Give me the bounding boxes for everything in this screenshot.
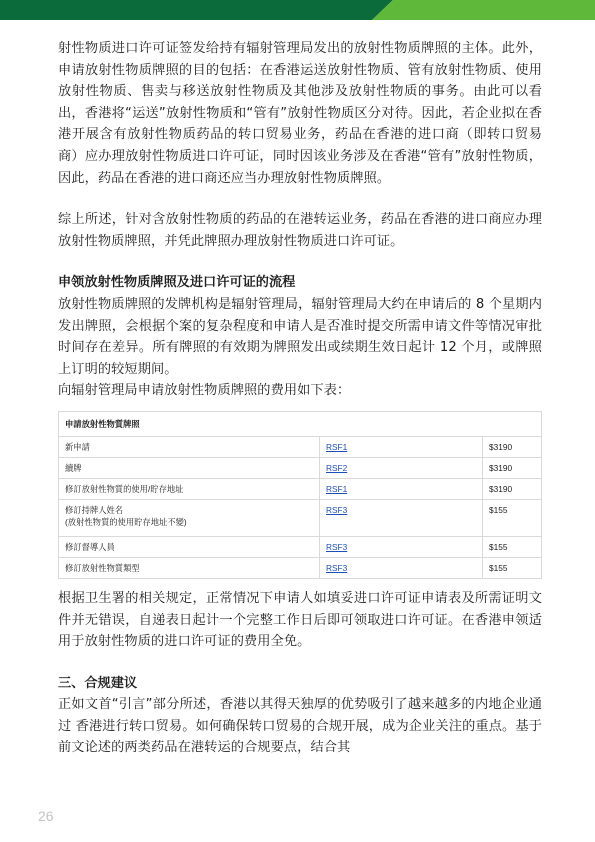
fee-table-header: 申請放射性物質牌照: [59, 411, 542, 436]
fee-table-header-row: [59, 411, 542, 436]
page-number: 26: [38, 808, 54, 824]
paragraph-1: 射性物质进口许可证签发给持有辐射管理局发出的放射性物质牌照的主体。此外，申请放射性物质牌照的目的包括：在香港运送放射性物质、管有放射性物质、使用放射性物质、售卖与移送放射性物质及其他涉及放射性物质的事务。由此可以看出，香港将“运送”放射性物质和“管有”放射性物质区分对待。因此，若企业拟在香港开展含有放射性物质药品的转口贸易业务，药品在香港的进口商（即转口贸易商）应办理放射性物质进口许可证，同时因该业务涉及在香港“管有”放射性物质，因此，药品在香港的进口商还应当办理放射性物质牌照。: [58, 41, 542, 186]
paragraph-4: 向辐射管理局申请放射性物质牌照的费用如下表：: [58, 383, 351, 399]
table-row: [59, 557, 542, 578]
table-row: [59, 536, 542, 557]
fee-form-link[interactable]: RSF3: [326, 541, 348, 552]
fee-form-link[interactable]: RSF2: [326, 462, 348, 473]
paragraph-6: 正如文首“引言”部分所述，香港以其得天独厚的优势吸引了越来越多的内地企业通过 香港进行转口贸易。如何确保转口贸易的合规开展，成为企业关注的重点。基于前文论述的两类药品在港转运的合规要点，结合其: [58, 697, 542, 756]
fee-item: 修訂放射性物質的使用/貯存地址: [59, 478, 320, 499]
fee-amount: $3190: [483, 436, 542, 457]
document-body: [58, 38, 542, 759]
table-row: [59, 478, 542, 499]
paragraph-5: 根据卫生署的相关规定，正常情况下申请人如填妥进口许可证申请表及所需证明文件并无错误，自递表日起计一个完整工作日后即可领取进口许可证。在香港申领适用于放射性物质的进口许可证的费用全免。: [58, 590, 542, 650]
fee-form-link[interactable]: RSF1: [326, 441, 348, 452]
fee-item: 修訂督導人員: [59, 536, 320, 557]
section-heading-process: 申领放射性物质牌照及进口许可证的流程: [58, 275, 296, 291]
header-band-light: [372, 0, 595, 20]
header-band-dark: [0, 0, 393, 20]
table-row: [59, 457, 542, 478]
fee-amount: $155: [483, 557, 542, 578]
fee-amount: $3190: [483, 457, 542, 478]
paragraph-2: 综上所述，针对含放射性物质的药品的在港转运业务，药品在香港的进口商应办理放射性物质牌照，并凭此牌照办理放射性物质进口许可证。: [58, 212, 542, 249]
section-heading-compliance: 三、合规建议: [58, 675, 138, 691]
fee-form-link[interactable]: RSF3: [326, 504, 348, 515]
fee-form-link[interactable]: RSF3: [326, 562, 348, 573]
fee-amount: $155: [483, 536, 542, 557]
fee-amount: $3190: [483, 478, 542, 499]
fee-table: [58, 411, 542, 579]
fee-item: 修訂持牌人姓名: [65, 504, 124, 515]
paragraph-3: 放射性物质牌照的发牌机构是辐射管理局，辐射管理局大约在申请后的 8 个星期内发出牌照，会根据个案的复杂程度和申请人是否准时提交所需申请文件等情况审批时间存在差异。所有牌照的有效期为牌照发出或续期生效日起计 12 个月，或牌照上订明的较短期间。: [58, 296, 542, 377]
fee-item: 續牌: [59, 457, 320, 478]
table-row: [59, 499, 542, 536]
fee-item-note: (放射性物質的使用貯存地址不變): [65, 516, 187, 527]
header-band: [0, 0, 595, 20]
fee-form-link[interactable]: RSF1: [326, 483, 348, 494]
fee-item: 新申請: [59, 436, 320, 457]
fee-amount: $155: [483, 499, 542, 536]
table-row: [59, 436, 542, 457]
fee-item: 修訂放射性物質類型: [59, 557, 320, 578]
